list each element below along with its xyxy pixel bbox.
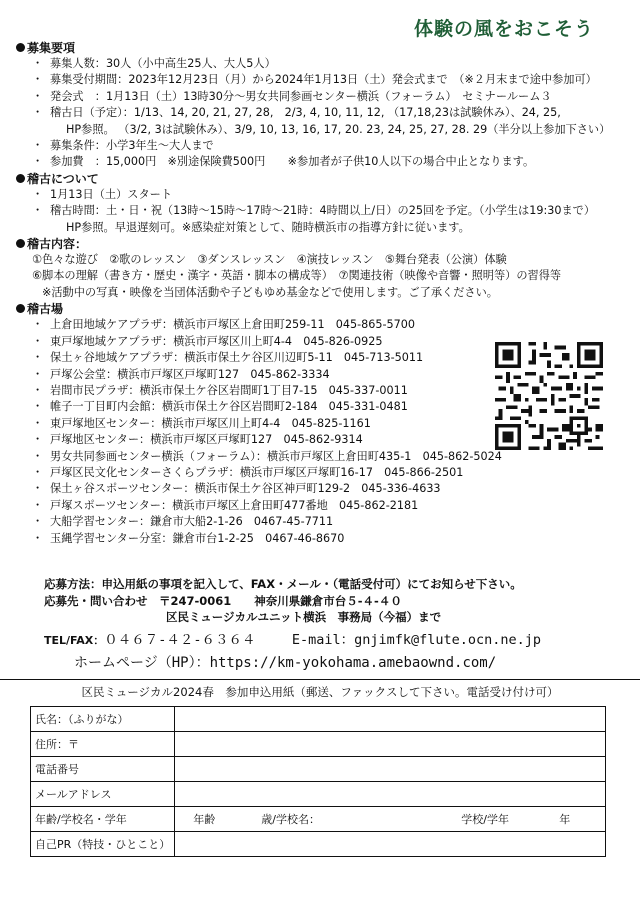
homepage-label: ホームページ（HP）： xyxy=(74,655,210,671)
venue-item: ・ 保土ヶ谷地域ケアプラザ：横浜市保土ケ谷区川辺町5-11 045-713-5011 xyxy=(32,350,628,366)
section-content-title: 稽古内容： xyxy=(16,236,628,252)
form-field-age-school[interactable] xyxy=(175,807,606,832)
age-label: 年齢 xyxy=(193,813,216,826)
venue-item: ・ 男女共同参画センター横浜（フォーラム）：横浜市戸塚区上倉田町435-1 045-862-5024 xyxy=(32,449,628,465)
content-note: ※活動中の写真・映像を当団体活動や子どもゆめ基金などで使用します。ご了承ください。 xyxy=(42,285,498,299)
tel-label: TEL/FAX： xyxy=(44,634,105,647)
venue-item: ・ 岩間市民プラザ：横浜市保土ケ谷区岩間町1丁目7-15 045-337-0011 xyxy=(32,383,628,399)
apply-info xyxy=(44,576,522,626)
bullet-dot-icon xyxy=(16,239,25,248)
section-venues-title: 稽古場 xyxy=(16,301,628,317)
venue-item: ・ 戸塚区民文化センターさくらプラザ：横浜市戸塚区戸塚町16-17 045-866-2501 xyxy=(32,465,628,481)
form-label-address: 住所：〒 xyxy=(31,732,175,757)
form-label-pr: 自己PR（特技・ひとこと） xyxy=(31,832,175,857)
venue-item: ・ 戸塚公会堂：横浜市戸塚区戸塚町127 045-862-3334 xyxy=(32,367,628,383)
venue-item: ・ 戸塚地区センター：横浜市戸塚区戸塚町127 045-862-9314 xyxy=(32,432,628,448)
apply-contact: 応募先・問い合わせ 〒247-0061 神奈川県鎌倉市台５-４-４０ xyxy=(44,593,402,608)
age-school-fields xyxy=(179,811,601,827)
list-item: ・ 参加費 ：15,000円 ※別途保険費500円 ※参加者が子供10人以下の場合中止となります。 xyxy=(32,154,628,170)
list-item: ・ 募集受付期間：2023年12月23日（月）から2024年1月13日（土）発会式まで （※２月末まで途中参加可） xyxy=(32,72,628,88)
contact-line xyxy=(44,628,541,648)
qr-code-icon[interactable] xyxy=(495,342,603,450)
form-field-name[interactable] xyxy=(175,707,606,732)
venue-item: ・ 玉縄学習センター分室：鎌倉市台1-2-25 0467-46-8670 xyxy=(32,531,628,547)
form-field-address[interactable] xyxy=(175,732,606,757)
grade-unit-label: 年 xyxy=(559,813,571,826)
form-field-phone[interactable] xyxy=(175,757,606,782)
email-link[interactable]: gnjimfk@flute.ocn.ne.jp xyxy=(354,632,542,648)
form-label-email: メールアドレス xyxy=(31,782,175,807)
list-item: ・ 稽古時間：土・日・祝（13時～15時～17時～21時：4時間以上/日）の25回を予定。（小学生は19:30まで） xyxy=(32,203,628,219)
age-unit-school-label: 歳/学校名： xyxy=(261,813,320,826)
form-field-pr[interactable] xyxy=(175,832,606,857)
application-form xyxy=(30,706,606,857)
list-item-continuation: HP参照。早退遅刻可。※感染症対策として、随時横浜市の指導方針に従います。 xyxy=(66,220,470,234)
form-row-age-school xyxy=(31,807,606,832)
homepage-line xyxy=(74,652,496,672)
recruitment-list xyxy=(16,56,628,122)
section-divider xyxy=(0,679,640,680)
bullet-dot-icon xyxy=(16,43,25,52)
list-item: ・ 募集人数：30人（小中高生25人、大人5人） xyxy=(32,56,628,72)
form-row-email xyxy=(31,782,606,807)
venue-item: ・ 大船学習センター：鎌倉市大船2-1-26 0467-45-7711 xyxy=(32,514,628,530)
venue-item: ・ 上倉田地域ケアプラザ：横浜市戸塚区上倉田町259-11 045-865-5700 xyxy=(32,317,628,333)
content-line: ⑥脚本の理解（書き方・歴史・漢字・英語・脚本の構成等） ⑦関連技術（映像や音響・照明等）の習得等 xyxy=(32,269,562,283)
main-content xyxy=(16,40,628,547)
email-label: E-mail： xyxy=(291,632,355,648)
venue-item: ・ 戸塚スポーツセンター：横浜市戸塚区上倉田町477番地 045-862-2181 xyxy=(32,498,628,514)
form-row-pr xyxy=(31,832,606,857)
page-title: 体験の風をおこそう xyxy=(413,18,594,40)
list-item: ・ 募集条件：小学3年生～大人まで xyxy=(32,138,628,154)
form-row-name xyxy=(31,707,606,732)
list-item: ・ 発会式 ：1月13日（土）13時30分～男女共同参画センター横浜（フォーラム） セミナールーム３ xyxy=(32,89,628,105)
homepage-link[interactable]: https://km-yokohama.amebaownd.com/ xyxy=(209,655,497,671)
form-row-address xyxy=(31,732,606,757)
apply-method: 応募方法：申込用紙の事項を記入して、FAX・メール・（電話受付可）にてお知らせ下さい。 xyxy=(44,577,522,591)
venue-item: ・ 東戸塚地域ケアプラザ：横浜市戸塚区川上町4-4 045-826-0925 xyxy=(32,334,628,350)
form-label-age-school: 年齢/学校名・学年 xyxy=(31,807,175,832)
bullet-dot-icon xyxy=(16,304,25,313)
list-item: ・ 稽古日（予定）：1/13、14, 20, 21, 27, 28, 2/3, 4, 10, 11, 12, （17,18,23は試験休み）、24, 25, xyxy=(32,105,628,121)
form-label-phone: 電話番号 xyxy=(31,757,175,782)
list-item-continuation: HP参照。 （3/2, 3は試験休み）、3/9, 10, 13, 16, 17, 20. 23, 24, 25, 27, 28. 29（半分以上参加下さい） xyxy=(66,122,611,136)
bullet-dot-icon xyxy=(16,174,25,183)
section-practice-title: 稽古について xyxy=(16,171,628,187)
form-field-email[interactable] xyxy=(175,782,606,807)
venue-item: ・ 東戸塚地区センター：横浜市戸塚区川上町4-4 045-825-1161 xyxy=(32,416,628,432)
apply-organization: 区民ミュージカルユニット横浜 事務局（今福）まで xyxy=(166,610,442,624)
section-recruitment-title: 募集要項 xyxy=(16,40,628,56)
form-label-name: 氏名：（ふりがな） xyxy=(31,707,175,732)
venue-item: ・ 保土ヶ谷スポーツセンター：横浜市保土ケ谷区神戸町129-2 045-336-4633 xyxy=(32,481,628,497)
venue-item: ・ 帷子一丁目町内会館：横浜市保土ケ谷区岩間町2-184 045-331-0481 xyxy=(32,399,628,415)
recruitment-list-cont xyxy=(16,138,628,171)
school-grade-label: 学校/学年 xyxy=(461,813,509,826)
tel-number[interactable]: ０４６７-４２-６３６４ xyxy=(104,632,256,648)
practice-list xyxy=(16,187,628,220)
content-line: ①色々な遊び ②歌のレッスン ③ダンスレッスン ④演技レッスン ⑤舞台発表（公演）体験 xyxy=(32,253,507,267)
list-item: ・ 1月13日（土）スタート xyxy=(32,187,628,203)
form-row-phone xyxy=(31,757,606,782)
form-title: 区民ミュージカル2024春 参加申込用紙（郵送、ファックスして下さい。電話受け付け可） xyxy=(81,685,559,699)
